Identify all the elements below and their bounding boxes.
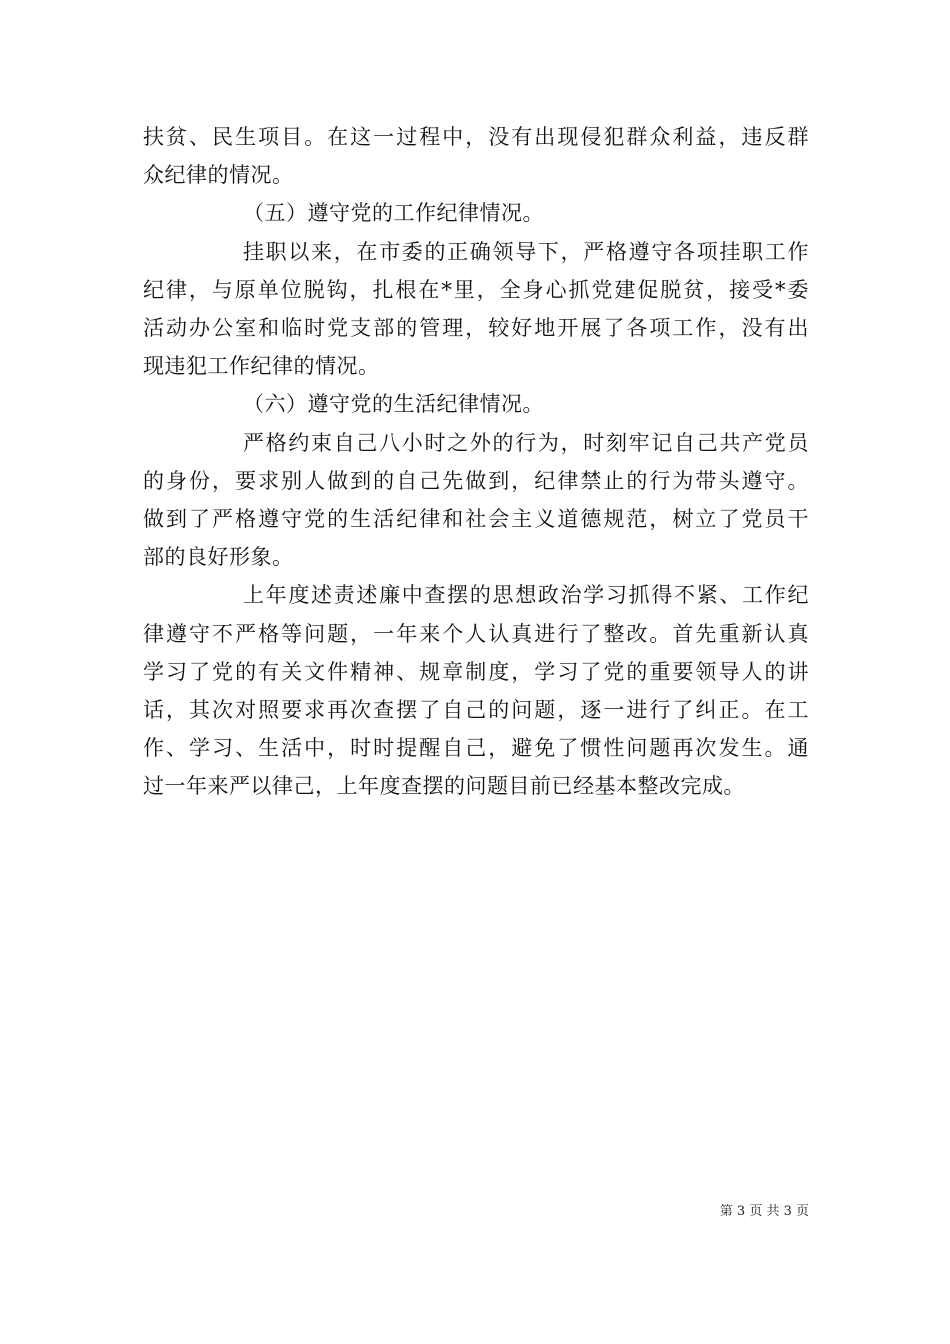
document-body	[143, 118, 809, 806]
paragraph-rectification	[143, 576, 809, 805]
text-line: 活动办公室和临时党支部的管理，较好地开展了各项工作，没有出	[143, 316, 809, 341]
text-line: 过一年来严以律己，上年度查摆的问题目前已经基本整改完成。	[143, 774, 745, 799]
text-line: 严格约束自己八小时之外的行为，时刻牢记自己共产党员	[243, 430, 809, 455]
text-line: 作、学习、生活中，时时提醒自己，避免了惯性问题再次发生。通	[143, 736, 809, 761]
text-line: 做到了严格遵守党的生活纪律和社会主义道德规范，树立了党员干	[143, 507, 809, 532]
paragraph-life-discipline	[143, 424, 809, 577]
text-line: 部的良好形象。	[143, 545, 294, 570]
text-line: 上年度述责述廉中查摆的思想政治学习抓得不紧、工作纪	[243, 583, 809, 608]
text-line: 的身份，要求别人做到的自己先做到，纪律禁止的行为带头遵守。	[143, 468, 809, 493]
section-heading-work-discipline	[143, 194, 809, 232]
text-line: 现违犯工作纪律的情况。	[143, 354, 380, 379]
text-line: 律遵守不严格等问题，一年来个人认真进行了整改。首先重新认真	[143, 621, 809, 646]
heading-text: （六）遵守党的生活纪律情况。	[243, 392, 544, 417]
text-line: 话，其次对照要求再次查摆了自己的问题，逐一进行了纠正。在工	[143, 698, 809, 723]
section-heading-life-discipline	[143, 385, 809, 423]
page-number-footer: 第 3 页 共 3 页	[719, 1204, 809, 1219]
text-line: 挂职以来，在市委的正确领导下，严格遵守各项挂职工作	[243, 239, 809, 264]
heading-text: （五）遵守党的工作纪律情况。	[243, 201, 544, 226]
text-line: 学习了党的有关文件精神、规章制度，学习了党的重要领导人的讲	[143, 659, 809, 684]
paragraph-poverty-projects	[143, 118, 809, 194]
paragraph-work-discipline	[143, 233, 809, 386]
text-line: 众纪律的情况。	[143, 163, 294, 188]
text-line: 扶贫、民生项目。在这一过程中，没有出现侵犯群众利益，违反群	[143, 125, 809, 149]
text-line: 纪律，与原单位脱钩，扎根在*里，全身心抓党建促脱贫，接受*委	[143, 277, 809, 302]
